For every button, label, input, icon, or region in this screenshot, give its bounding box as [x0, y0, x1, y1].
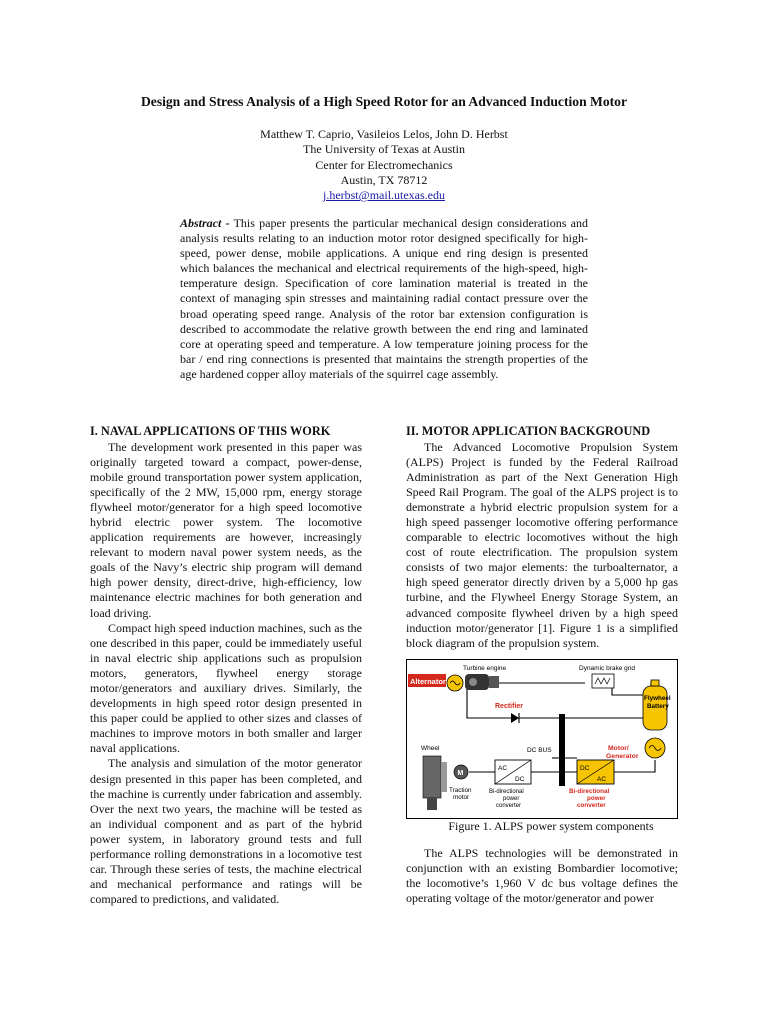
right-column	[406, 424, 678, 906]
author-block	[0, 127, 768, 203]
section-2-paragraph-1: The Advanced Locomotive Propulsion System (ALPS) Project is funded by the Federal Railroad Administration as part of the Next Generation High Speed Rail Program. The goal of the ALPS project is to demonstrate a hybrid electric propulsion system for a high speed passenger locomotive offering performance comparable to electric locomotives without the high cost of route electrification. The propulsion system consists of two major elements: the turboalternator, a high speed generator directly driven by a 5,000 hp gas turbine, and the Flywheel Energy Storage System, an advanced composite flywheel driven by a high speed induction motor/generator [1]. Figure 1 is a simplified block diagram of the propulsion system.	[406, 439, 678, 650]
abstract-text: This paper presents the particular mechanical design considerations and analysis results relating to an induction motor rotor designed specifically for high-speed, power dense, mobile applications. A unique end ring design is presented which balances the mechanical and electrical requirements of the high-speed, high-temperature design. Specification of core lamination material is treated in the context of managing spin stresses and maintaining radial contact pressure over the broad operating speed range. Analysis of the rotor bar extension configuration is described to accommodate the relative growth between the end ring and laminated core at operating speed and temperature. A low temperature joining process for the bar / end ring connections is presented that maintains the strength properties of the age hardened copper alloy materials of the squirrel cage assembly.	[180, 216, 588, 381]
bidir-red-label-3: converter	[577, 801, 606, 809]
battery-label: Battery	[647, 702, 669, 710]
affiliation-center: Center for Electromechanics	[315, 157, 453, 172]
flywheel-converter-ac: AC	[597, 775, 607, 783]
flywheel-converter-dc: DC	[580, 764, 590, 772]
turbine-engine-icon	[465, 674, 499, 690]
dc-bus-label: DC BUS	[527, 746, 552, 754]
abstract-lead: Abstract -	[180, 216, 230, 230]
section-1-paragraph-3: The analysis and simulation of the motor generator design presented in this paper has been completed, and the machine is currently under fabrication and assembly. Over the next two years, the machine will be tested as an individual component and as part of the hybrid power system, in laboratory ground tests and full performance rolling demonstrations in a locomotive test car. Through these series of tests, the machine electrical and mechanical performance and ratings will be compared to predictions, and validated.	[90, 756, 362, 907]
bidir-label-2: power	[503, 795, 520, 802]
generator-label: Generator	[606, 752, 639, 760]
flywheel-label: Flywheel	[644, 694, 671, 702]
traction-motor-label: motor	[453, 793, 470, 801]
figure-1-caption: Figure 1. ALPS power system components	[448, 818, 654, 833]
flywheel-converter-box	[577, 760, 614, 784]
section-1-paragraph-1: The development work presented in this paper was originally targeted toward a compact, power-dense, mobile ground transportation power system application, specifically of the 2 MW, 15,000 rpm, energy storage flywheel motor/generator for a high speed locomotive hybrid electric power system. The locomotive application requirements are however, increasingly relevant to modern naval power system needs, as the goals of the Navy’s electric ship program will demand high power density, direct-drive, high-efficiency, low maintenance electric machines for both generation and load driving.	[90, 439, 362, 620]
brake-grid-label: Dynamic brake grid	[579, 664, 635, 672]
affiliation-university: The University of Texas at Austin	[303, 142, 465, 157]
motor-label: Motor/	[608, 744, 629, 752]
traction-motor-m: M	[457, 769, 464, 777]
section-2-heading: II. MOTOR APPLICATION BACKGROUND	[406, 424, 651, 438]
author-names: Matthew T. Caprio, Vasileios Lelos, John D. Herbst	[260, 127, 508, 141]
author-email-link[interactable]: j.herbst@mail.utexas.edu	[322, 188, 446, 203]
bidir-red-label-1: Bi-directional	[569, 787, 610, 795]
brake-grid-icon	[592, 674, 614, 688]
bidir-label-3: converter	[496, 802, 522, 809]
section-1-paragraph-2: Compact high speed induction machines, such as the one described in this paper, could be immediately useful in naval electric ship applications such as propulsion motors, generators, flywheel energy storage motor/generators and auxiliary drives. Similarly, the developments in high speed rotor design presented in this paper could be applied to other sizes and classes of machines to improve motors in both smaller and larger naval applications.	[90, 620, 362, 756]
dc-bus-bar	[559, 714, 565, 786]
traction-label: Traction	[449, 786, 472, 794]
paper-title: Design and Stress Analysis of a High Speed Rotor for an Advanced Induction Motor	[140, 94, 628, 109]
traction-converter-box	[495, 760, 531, 784]
alps-block-diagram	[407, 660, 677, 818]
rectifier-diode-icon	[511, 713, 519, 723]
wheel-label: Wheel	[421, 744, 440, 752]
figure-1-diagram	[406, 659, 678, 819]
section-1-heading: I. NAVAL APPLICATIONS OF THIS WORK	[90, 424, 331, 438]
traction-converter-dc: DC	[515, 775, 525, 783]
bidir-label-1: Bi-directional	[489, 788, 524, 795]
alternator-label: Alternator	[410, 676, 446, 686]
abstract	[180, 216, 588, 382]
affiliation-address: Austin, TX 78712	[340, 172, 428, 187]
section-2-paragraph-2: The ALPS technologies will be demonstrated in conjunction with an existing Bombardier locomotive; the locomotive’s 1,960 V dc bus voltage defines the operating voltage of the motor/generator and power	[406, 845, 678, 906]
left-column	[90, 424, 362, 907]
bidir-red-label-2: power	[587, 794, 606, 802]
traction-converter-ac: AC	[498, 764, 508, 772]
wheel-icon	[423, 756, 447, 810]
rectifier-label: Rectifier	[495, 702, 524, 710]
turbine-label: Turbine engine	[463, 664, 507, 672]
